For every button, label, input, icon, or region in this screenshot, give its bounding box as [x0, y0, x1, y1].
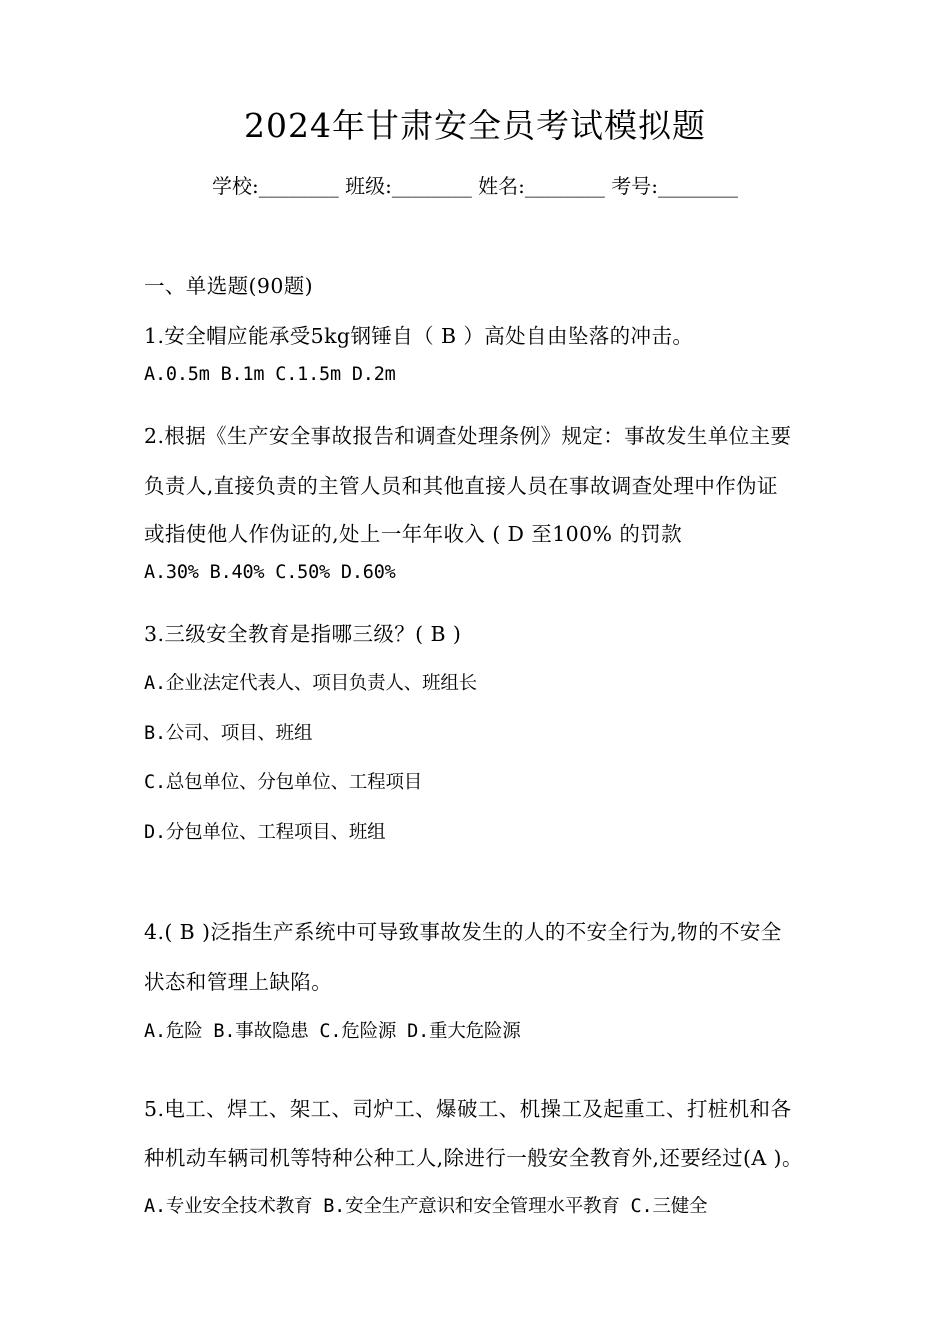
student-info-fields: 学校:________ 班级:________ 姓名:________ 考号:________	[211, 174, 739, 198]
question-3-option-a: A.企业法定代表人、项目负责人、班组长	[144, 673, 477, 694]
question-5-options: A.专业安全技术教育 B.安全生产意识和安全管理水平教育 C.三健全	[144, 1196, 708, 1217]
question-2-line-3: 或指使他人作伪证的,处上一年年收入 ( D 至100% 的罚款	[144, 522, 683, 546]
section-title: 一、单选题(90题)	[144, 274, 314, 298]
question-3-option-b: B.公司、项目、班组	[144, 723, 313, 744]
page-title: 2024年甘肃安全员考试模拟题	[244, 106, 706, 145]
question-4-options: A.危险 B.事故隐患 C.危险源 D.重大危险源	[144, 1021, 521, 1042]
question-1-options: A.0.5m B.1m C.1.5m D.2m	[144, 364, 396, 385]
question-2-options: A.30% B.40% C.50% D.60%	[144, 562, 396, 583]
question-2-line-2: 负责人,直接负责的主管人员和其他直接人员在事故调查处理中作伪证	[144, 474, 778, 498]
question-1-line-1: 1.安全帽应能承受5kg钢锤自（ B ）高处自由坠落的冲击。	[144, 324, 694, 348]
question-4-line-1: 4.( B )泛指生产系统中可导致事故发生的人的不安全行为,物的不安全	[144, 920, 782, 944]
question-5-line-2: 种机动车辆司机等特种公种工人,除进行一般安全教育外,还要经过(A )。	[144, 1146, 803, 1170]
question-3-option-c: C.总包单位、分包单位、工程项目	[144, 772, 423, 793]
question-3-option-d: D.分包单位、工程项目、班组	[144, 822, 386, 843]
question-4-line-2: 状态和管理上缺陷。	[144, 970, 333, 994]
question-2-line-1: 2.根据《生产安全事故报告和调查处理条例》规定：事故发生单位主要	[144, 424, 792, 448]
question-3-line-1: 3.三级安全教育是指哪三级？( B )	[144, 622, 462, 646]
question-5-line-1: 5.电工、焊工、架工、司炉工、爆破工、机操工及起重工、打桩机和各	[144, 1097, 792, 1121]
